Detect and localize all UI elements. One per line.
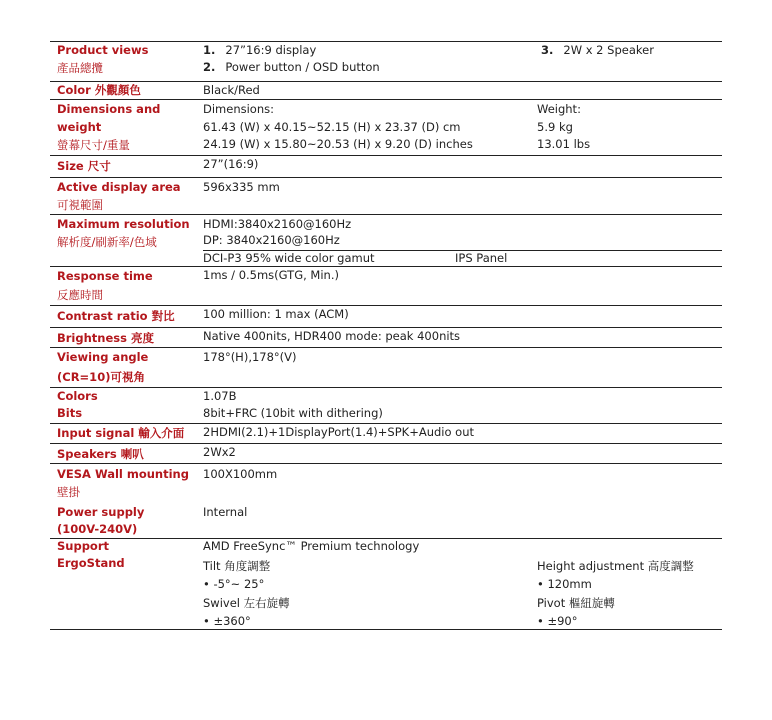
value-gamut: DCI-P3 95% wide color gamut (203, 251, 375, 265)
value-active-area: 596x335 mm (203, 180, 280, 194)
label-resolution-zh: 解析度/刷新率/色域 (57, 235, 157, 249)
divider (50, 305, 722, 306)
product-view-item: 1. 27”16:9 display (203, 43, 317, 57)
tilt-label: Tilt 角度調整 (203, 559, 271, 573)
label-colors: Colors (57, 389, 98, 403)
value-freesync: AMD FreeSync™ Premium technology (203, 539, 420, 553)
dim-cm: 61.43 (W) x 40.15~52.15 (H) x 23.37 (D) cm (203, 120, 461, 134)
label-speakers: Speakers 喇叭 (57, 447, 144, 461)
value-contrast: 100 million: 1 max (ACM) (203, 307, 349, 321)
label-color: Color 外觀顏色 (57, 83, 141, 97)
value-power: Internal (203, 505, 248, 519)
tilt-value: • -5°~ 25° (203, 577, 265, 591)
value-panel: IPS Panel (455, 251, 508, 265)
product-view-item: 2. Power button / OSD button (203, 60, 380, 74)
label-active-area: Active display area (57, 180, 181, 194)
divider (50, 155, 722, 156)
label-response-zh: 反應時間 (57, 288, 103, 302)
label-contrast: Contrast ratio 對比 (57, 309, 175, 323)
label-weight: weight (57, 120, 102, 134)
swivel-value: • ±360° (203, 614, 251, 628)
divider (50, 99, 722, 100)
value-input: 2HDMI(2.1)+1DisplayPort(1.4)+SPK+Audio out (203, 425, 475, 439)
label-resolution: Maximum resolution (57, 217, 190, 231)
label-dimensions-zh: 螢幕尺寸/重量 (57, 138, 130, 152)
value-colors: 1.07B (203, 389, 237, 403)
label-ergostand: ErgoStand (57, 556, 125, 570)
divider (50, 177, 722, 178)
label-brightness: Brightness 亮度 (57, 331, 154, 345)
divider (50, 81, 722, 82)
weight-kg: 5.9 kg (537, 120, 573, 134)
divider (50, 443, 722, 444)
height-label: Height adjustment 高度調整 (537, 559, 694, 573)
dim-title: Dimensions: (203, 102, 274, 116)
label-bits: Bits (57, 406, 83, 420)
label-input: Input signal 輸入介面 (57, 426, 185, 440)
value-speakers: 2Wx2 (203, 445, 236, 459)
label-viewing-cr: (CR=10)可視角 (57, 370, 145, 384)
label-support: Support (57, 539, 110, 553)
label-power-voltage: (100V-240V) (57, 522, 138, 536)
weight-lbs: 13.01 lbs (537, 137, 591, 151)
value-vesa: 100X100mm (203, 467, 278, 481)
pivot-value: • ±90° (537, 614, 578, 628)
label-product-views: Product views (57, 43, 149, 57)
value-brightness: Native 400nits, HDR400 mode: peak 400nits (203, 329, 461, 343)
pivot-label: Pivot 樞紐旋轉 (537, 596, 615, 610)
value-response: 1ms / 0.5ms(GTG, Min.) (203, 268, 339, 282)
value-hdmi: HDMI:3840x2160@160Hz (203, 217, 352, 231)
label-active-area-zh: 可視範圍 (57, 198, 103, 212)
product-view-item: 3. 2W x 2 Speaker (541, 43, 654, 57)
value-dp: DP: 3840x2160@160Hz (203, 233, 340, 247)
divider (50, 347, 722, 348)
label-size: Size 尺寸 (57, 159, 111, 173)
divider (50, 629, 722, 630)
label-dimensions: Dimensions and (57, 102, 161, 116)
value-viewing: 178°(H),178°(V) (203, 350, 297, 364)
dim-in: 24.19 (W) x 15.80~20.53 (H) x 9.20 (D) inches (203, 137, 473, 151)
label-vesa-zh: 壁掛 (57, 485, 80, 499)
label-viewing: Viewing angle (57, 350, 149, 364)
height-value: • 120mm (537, 577, 592, 591)
label-power: Power supply (57, 505, 145, 519)
label-product-views-zh: 產品總攬 (57, 61, 103, 75)
divider (50, 387, 722, 388)
value-size: 27”(16:9) (203, 157, 259, 171)
swivel-label: Swivel 左右旋轉 (203, 596, 290, 610)
label-response: Response time (57, 269, 153, 283)
value-color: Black/Red (203, 83, 260, 97)
value-bits: 8bit+FRC (10bit with dithering) (203, 406, 383, 420)
label-vesa: VESA Wall mounting (57, 467, 189, 481)
weight-title: Weight: (537, 102, 581, 116)
divider (50, 463, 722, 464)
divider (50, 266, 722, 267)
divider (50, 214, 722, 215)
